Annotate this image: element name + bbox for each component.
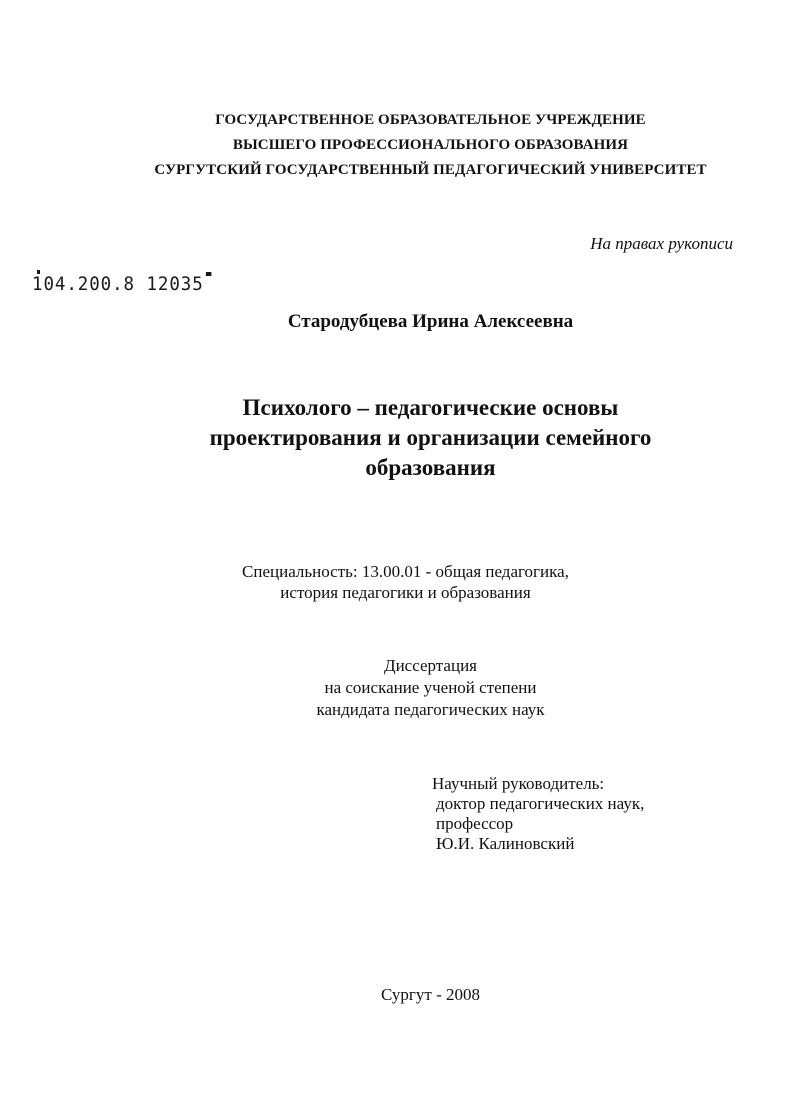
degree-line: Диссертация bbox=[383, 656, 477, 675]
registration-code bbox=[32, 272, 211, 295]
city-year: Сургут - 2008 bbox=[381, 985, 480, 1004]
degree-statement bbox=[0, 655, 791, 721]
title-line: проектирования и организации семейного bbox=[209, 425, 652, 450]
supervisor-degree: доктор педагогических наук, bbox=[436, 794, 645, 813]
specialty-line: история педагогики и образования bbox=[280, 583, 531, 602]
specialty-line: Специальность: 13.00.01 - общая педагогика, bbox=[242, 562, 569, 581]
supervisor-block bbox=[432, 774, 644, 854]
dissertation-title bbox=[0, 393, 791, 483]
author-name: Стародубцева Ирина Алексеевна bbox=[287, 311, 574, 332]
registration-code-text: 104.200.8 12035 bbox=[32, 273, 204, 295]
title-line: образования bbox=[365, 455, 496, 480]
institution-header bbox=[0, 108, 791, 183]
supervisor-label: Научный руководитель: bbox=[432, 774, 605, 793]
rights-note: На правах рукописи bbox=[590, 234, 733, 253]
degree-line: на соискание ученой степени bbox=[324, 678, 537, 697]
institution-line: ВЫСШЕГО ПРОФЕССИОНАЛЬНОГО ОБРАЗОВАНИЯ bbox=[232, 137, 629, 153]
supervisor-rank: профессор bbox=[436, 814, 514, 833]
supervisor-name: Ю.И. Калиновский bbox=[436, 834, 575, 853]
specialty bbox=[0, 561, 791, 603]
institution-line: СУРГУТСКИЙ ГОСУДАРСТВЕННЫЙ ПЕДАГОГИЧЕСКИЙ УНИВЕРСИТЕТ bbox=[154, 162, 707, 178]
registration-code-dash bbox=[206, 272, 212, 276]
title-line: Психолого – педагогические основы bbox=[242, 395, 619, 420]
degree-line: кандидата педагогических наук bbox=[316, 700, 545, 719]
institution-line: ГОСУДАРСТВЕННОЕ ОБРАЗОВАТЕЛЬНОЕ УЧРЕЖДЕНИЕ bbox=[215, 112, 646, 128]
